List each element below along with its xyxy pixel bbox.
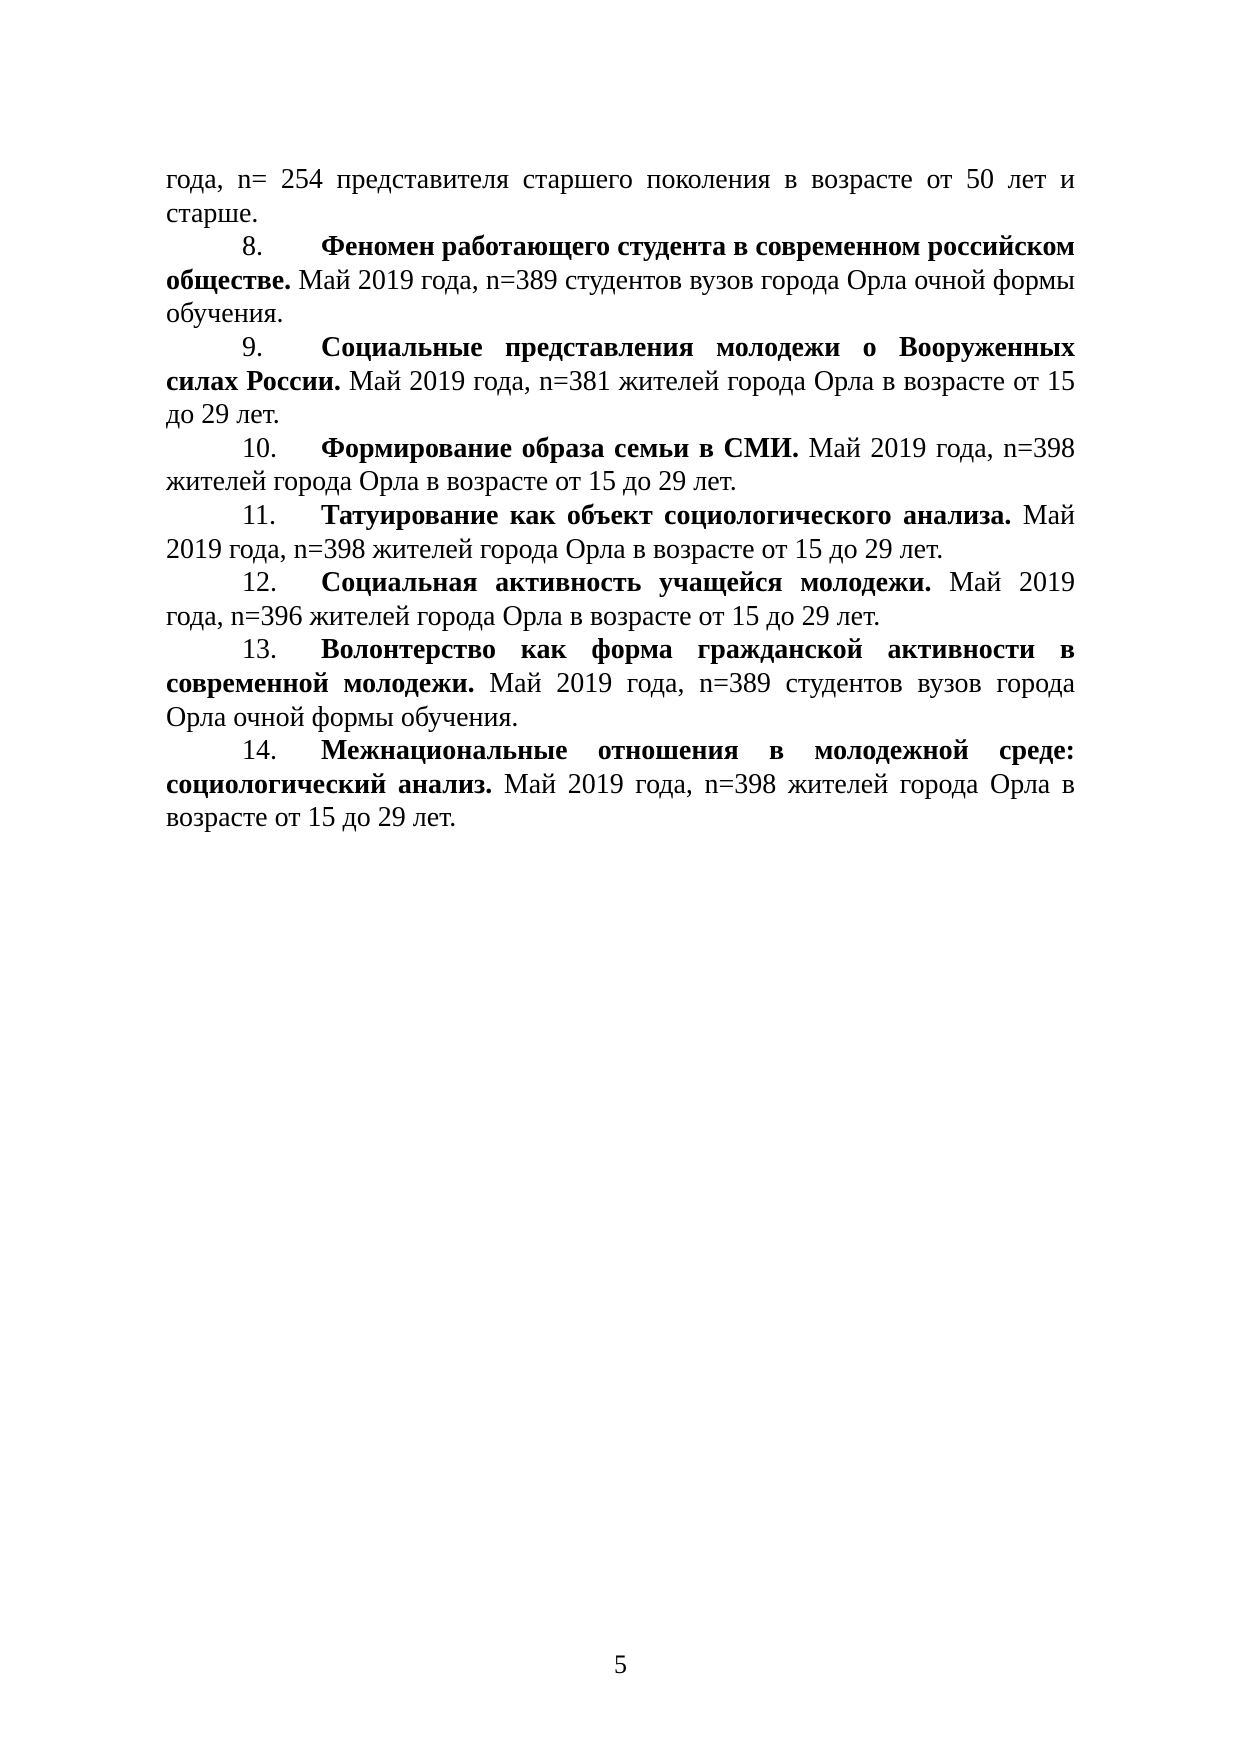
item-title: Феномен работающего студента в современном российском обществе. xyxy=(166,231,1075,296)
item-number: 13. xyxy=(242,634,277,666)
item-title: Межнациональные отношения в молодежной среде: социологический анализ. xyxy=(166,735,1075,800)
list-item-8 xyxy=(166,230,1075,331)
item-title: Татуирование как объект социологического анализа. xyxy=(321,499,1012,531)
item-number: 12. xyxy=(242,567,277,599)
item-number: 8. xyxy=(242,231,263,263)
list-item-12 xyxy=(166,566,1075,633)
item-title: Формирование образа семьи в СМИ. xyxy=(321,432,799,464)
list-item-14 xyxy=(166,734,1075,835)
item-details: Май 2019 года, n=389 студентов вузов города Орла очной формы обучения. xyxy=(166,667,1076,733)
item-details: Май 2019 года, n=398 жителей города Орла в возрасте от 15 до 29 лет. xyxy=(166,499,1075,565)
item-details: Май 2019 года, n=396 жителей города Орла в возрасте от 15 до 29 лет. xyxy=(166,567,1076,632)
item-title: Социальные представления молодежи о Вооруженных силах России. xyxy=(166,331,1075,397)
item-title: Волонтерство как форма гражданской активности в современной молодежи. xyxy=(166,634,1075,699)
item-details: Май 2019 года, n=398 жителей города Орла в возрасте от 15 до 29 лет. xyxy=(166,768,1075,834)
document-body xyxy=(166,163,1075,835)
page-number: 5 xyxy=(614,1650,627,1679)
item-number: 11. xyxy=(242,499,276,531)
list-item-10 xyxy=(166,432,1075,499)
item-number: 9. xyxy=(242,331,263,363)
item-details: Май 2019 года, n=381 жителей города Орла в возрасте от 15 до 29 лет. xyxy=(166,365,1076,431)
item-details: Май 2019 года, n=398 жителей города Орла в возрасте от 15 до 29 лет. xyxy=(166,432,1075,498)
item-details: Май 2019 года, n=389 студентов вузов города Орла очной формы обучения. xyxy=(166,264,1075,330)
list-item-9 xyxy=(166,331,1075,432)
item-number: 10. xyxy=(242,432,277,464)
item-title: Социальная активность учащейся молодежи. xyxy=(321,567,932,599)
continuation-paragraph: года, n= 254 представителя старшего поколения в возрасте от 50 лет и старше. xyxy=(166,164,1075,229)
list-item-13 xyxy=(166,633,1075,734)
list-item-11 xyxy=(166,499,1075,566)
item-number: 14. xyxy=(242,735,277,767)
